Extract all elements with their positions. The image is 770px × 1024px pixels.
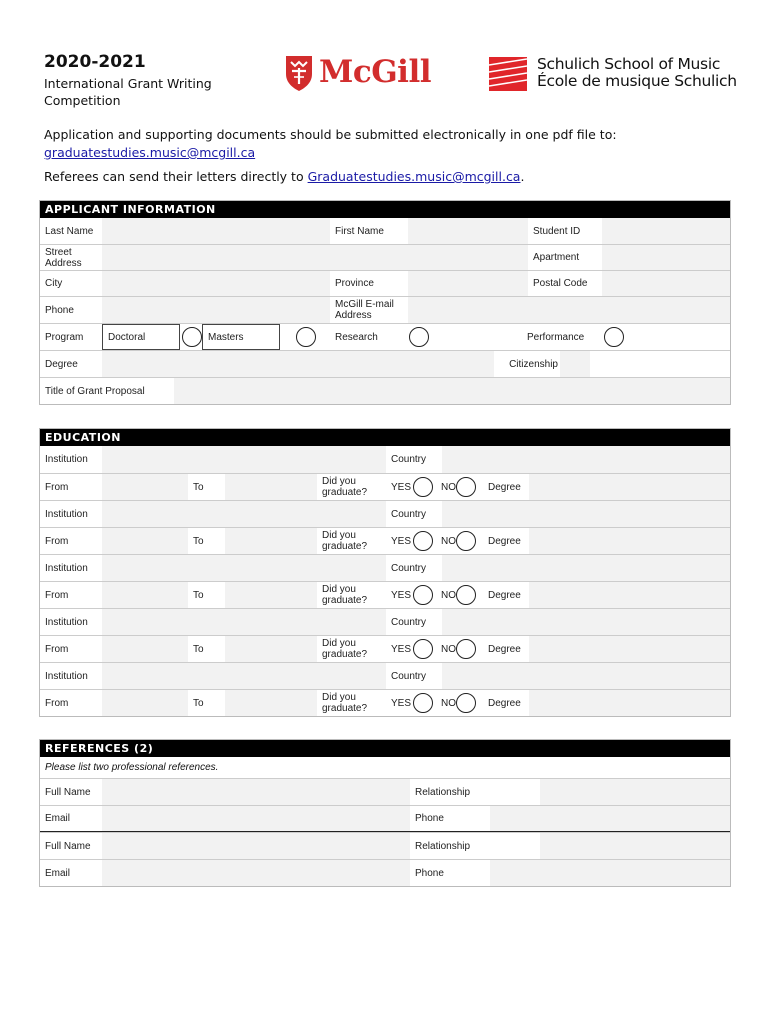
- program-label: Program: [40, 324, 102, 350]
- reference-2-name-row: [40, 832, 730, 859]
- postal-code-field[interactable]: [602, 271, 730, 296]
- year-title: 2020-2021: [44, 52, 146, 72]
- research-radio-icon[interactable]: [409, 327, 429, 347]
- education-4-yes-label: YES: [391, 643, 412, 655]
- reference-1-relationship-label: Relationship: [410, 779, 540, 805]
- education-3-degree-field[interactable]: [529, 582, 730, 608]
- education-1-dates-row: [40, 473, 730, 500]
- education-2-no-label: NO: [441, 535, 456, 547]
- education-2-dates-row: [40, 527, 730, 554]
- province-field[interactable]: [408, 271, 528, 296]
- education-5-no-option[interactable]: [435, 690, 483, 716]
- education-1-degree-field[interactable]: [529, 474, 730, 500]
- grant-title-field[interactable]: [174, 378, 730, 404]
- education-3-to-label: To: [188, 582, 225, 608]
- education-5-yes-label: YES: [391, 697, 412, 709]
- intro-line-1: [44, 126, 744, 162]
- reference-2-contact-row: [40, 859, 730, 886]
- reference-2-email-label: Email: [40, 860, 102, 886]
- education-3-country-label: Country: [386, 555, 442, 581]
- reference-1-full-name-field[interactable]: [102, 779, 410, 805]
- reference-1-contact-row: [40, 805, 730, 832]
- education-5-country-field[interactable]: [442, 663, 730, 689]
- education-rows: [40, 446, 730, 716]
- education-2-to-field[interactable]: [225, 528, 317, 554]
- applicant-row-name: [40, 218, 730, 244]
- mcgill-email-label: McGill E-mail Address: [330, 297, 408, 323]
- mcgill-logo: [284, 54, 444, 96]
- citizenship-field[interactable]: [560, 351, 590, 377]
- education-5-no-label: NO: [441, 697, 456, 709]
- citizenship-spacer: [590, 351, 730, 377]
- intro-line-2: [44, 168, 744, 186]
- education-1-from-label: From: [40, 474, 102, 500]
- education-2-institution-label: Institution: [40, 501, 102, 527]
- references-section: [39, 739, 731, 887]
- schulich-line-2: École de musique Schulich: [537, 72, 737, 90]
- education-1-graduated-label: Did you graduate?: [317, 474, 386, 500]
- degree-field[interactable]: [102, 351, 494, 377]
- education-1-institution-label: Institution: [40, 446, 102, 473]
- education-3-no-option[interactable]: [435, 582, 483, 608]
- references-note: Please list two professional references.: [45, 762, 219, 773]
- education-4-country-label: Country: [386, 609, 442, 635]
- intro-text: [44, 126, 744, 186]
- education-1-yes-option[interactable]: [386, 474, 435, 500]
- education-4-no-radio-icon[interactable]: [456, 639, 476, 659]
- education-2-country-label: Country: [386, 501, 442, 527]
- phone-label: Phone: [40, 297, 102, 323]
- doctoral-radio-icon[interactable]: [182, 327, 202, 347]
- education-3-to-field[interactable]: [225, 582, 317, 608]
- applicant-row-address: [40, 244, 730, 270]
- program-performance-option[interactable]: [602, 324, 730, 350]
- schulich-wordmark: [537, 56, 737, 90]
- mcgill-email-field[interactable]: [408, 297, 730, 323]
- education-1-institution-field[interactable]: [102, 446, 386, 473]
- education-5-degree-label: Degree: [483, 690, 529, 716]
- applicant-section: [39, 200, 731, 405]
- education-1-to-label: To: [188, 474, 225, 500]
- education-5-from-label: From: [40, 690, 102, 716]
- education-5-institution-label: Institution: [40, 663, 102, 689]
- reference-1-phone-field[interactable]: [490, 806, 730, 831]
- program-doctoral-option[interactable]: [180, 324, 202, 350]
- program-research-option[interactable]: [402, 324, 522, 350]
- education-5-country-label: Country: [386, 663, 442, 689]
- education-2-from-label: From: [40, 528, 102, 554]
- education-1-country-field[interactable]: [442, 446, 730, 473]
- street-address-field[interactable]: [102, 245, 528, 270]
- education-3-yes-radio-icon[interactable]: [413, 585, 433, 605]
- masters-radio-icon[interactable]: [296, 327, 316, 347]
- education-5-to-field[interactable]: [225, 690, 317, 716]
- submission-instruction: Application and supporting documents should be submitted electronically in one pdf file to:: [44, 127, 617, 142]
- education-3-institution-field[interactable]: [102, 555, 386, 581]
- reference-1-relationship-field[interactable]: [540, 779, 730, 805]
- first-name-label: First Name: [330, 218, 408, 244]
- education-4-to-field[interactable]: [225, 636, 317, 662]
- education-2-degree-field[interactable]: [529, 528, 730, 554]
- education-2-yes-option[interactable]: [386, 528, 435, 554]
- apartment-field[interactable]: [602, 245, 730, 270]
- schulich-mark-icon: [489, 57, 527, 91]
- education-5-degree-field[interactable]: [529, 690, 730, 716]
- applicant-row-phone: [40, 296, 730, 323]
- education-1-yes-label: YES: [391, 481, 412, 493]
- education-4-institution-field[interactable]: [102, 609, 386, 635]
- education-2-country-field[interactable]: [442, 501, 730, 527]
- education-2-degree-label: Degree: [483, 528, 529, 554]
- education-4-from-field[interactable]: [102, 636, 188, 662]
- street-address-label: Street Address: [40, 245, 102, 270]
- program-doctoral-label: Doctoral: [102, 324, 180, 350]
- education-2-graduated-label: Did you graduate?: [317, 528, 386, 554]
- education-4-to-label: To: [188, 636, 225, 662]
- education-4-no-label: NO: [441, 643, 456, 655]
- postal-code-label: Postal Code: [528, 271, 602, 296]
- education-section-title: EDUCATION: [40, 429, 730, 446]
- education-3-no-radio-icon[interactable]: [456, 585, 476, 605]
- reference-2-email-field[interactable]: [102, 860, 410, 886]
- reference-1-phone-label: Phone: [410, 806, 490, 831]
- education-3-institution-label: Institution: [40, 555, 102, 581]
- education-4-country-field[interactable]: [442, 609, 730, 635]
- reference-1-email-field[interactable]: [102, 806, 410, 831]
- applicant-row-degree: [40, 350, 730, 377]
- education-3-yes-option[interactable]: [386, 582, 435, 608]
- applicant-row-city: [40, 270, 730, 296]
- education-5-yes-radio-icon[interactable]: [413, 693, 433, 713]
- education-3-from-field[interactable]: [102, 582, 188, 608]
- education-2-no-option[interactable]: [435, 528, 483, 554]
- reference-2-full-name-label: Full Name: [40, 833, 102, 859]
- education-1-from-field[interactable]: [102, 474, 188, 500]
- education-2-institution-field[interactable]: [102, 501, 386, 527]
- education-4-degree-field[interactable]: [529, 636, 730, 662]
- education-5-yes-option[interactable]: [386, 690, 435, 716]
- reference-2-relationship-label: Relationship: [410, 833, 540, 859]
- reference-1-full-name-label: Full Name: [40, 779, 102, 805]
- subtitle-line-1: International Grant Writing: [44, 76, 212, 91]
- education-5-from-field[interactable]: [102, 690, 188, 716]
- education-4-yes-radio-icon[interactable]: [413, 639, 433, 659]
- education-1-country-label: Country: [386, 446, 442, 473]
- mcgill-wordmark: McGill: [319, 54, 431, 90]
- education-2-yes-radio-icon[interactable]: [413, 531, 433, 551]
- education-2-from-field[interactable]: [102, 528, 188, 554]
- education-3-yes-label: YES: [391, 589, 412, 601]
- education-1-no-option[interactable]: [435, 474, 483, 500]
- reference-2-relationship-field[interactable]: [540, 833, 730, 859]
- education-4-degree-label: Degree: [483, 636, 529, 662]
- reference-2-phone-label: Phone: [410, 860, 490, 886]
- education-5-no-radio-icon[interactable]: [456, 693, 476, 713]
- reference-1-email-label: Email: [40, 806, 102, 831]
- program-masters-option[interactable]: [280, 324, 330, 350]
- last-name-field[interactable]: [102, 218, 330, 244]
- education-1-institution-row: [40, 446, 730, 473]
- education-5-graduated-label: Did you graduate?: [317, 690, 386, 716]
- education-3-no-label: NO: [441, 589, 456, 601]
- education-1-no-label: NO: [441, 481, 456, 493]
- province-label: Province: [330, 271, 408, 296]
- degree-label: Degree: [40, 351, 102, 377]
- program-masters-label: Masters: [202, 324, 280, 350]
- education-3-from-label: From: [40, 582, 102, 608]
- education-5-to-label: To: [188, 690, 225, 716]
- education-2-to-label: To: [188, 528, 225, 554]
- program-research-label: Research: [330, 324, 402, 350]
- reference-2-full-name-field[interactable]: [102, 833, 410, 859]
- education-3-degree-label: Degree: [483, 582, 529, 608]
- education-5-institution-field[interactable]: [102, 663, 386, 689]
- phone-field[interactable]: [102, 297, 330, 323]
- education-2-no-radio-icon[interactable]: [456, 531, 476, 551]
- education-5-institution-row: [40, 662, 730, 689]
- education-3-institution-row: [40, 554, 730, 581]
- education-1-no-radio-icon[interactable]: [456, 477, 476, 497]
- schulich-logo: [489, 56, 749, 96]
- submission-email-link[interactable]: graduatestudies.music@mcgill.ca: [44, 145, 256, 160]
- mcgill-shield-icon: [284, 54, 314, 92]
- applicant-row-grant-title: [40, 377, 730, 404]
- program-performance-label: Performance: [522, 324, 602, 350]
- references-section-title: REFERENCES (2): [40, 740, 730, 757]
- last-name-label: Last Name: [40, 218, 102, 244]
- education-3-dates-row: [40, 581, 730, 608]
- city-field[interactable]: [102, 271, 330, 296]
- education-4-no-option[interactable]: [435, 636, 483, 662]
- applicant-row-program: [40, 323, 730, 350]
- education-5-dates-row: [40, 689, 730, 716]
- education-3-graduated-label: Did you graduate?: [317, 582, 386, 608]
- education-4-institution-row: [40, 608, 730, 635]
- education-4-graduated-label: Did you graduate?: [317, 636, 386, 662]
- student-id-field[interactable]: [602, 218, 730, 244]
- referee-email-link[interactable]: Graduatestudies.music@mcgill.ca: [307, 169, 521, 184]
- education-4-yes-option[interactable]: [386, 636, 435, 662]
- education-4-from-label: From: [40, 636, 102, 662]
- grant-title-label: Title of Grant Proposal: [40, 378, 174, 404]
- performance-radio-icon[interactable]: [604, 327, 624, 347]
- education-2-institution-row: [40, 500, 730, 527]
- first-name-field[interactable]: [408, 218, 528, 244]
- apartment-label: Apartment: [528, 245, 602, 270]
- education-4-dates-row: [40, 635, 730, 662]
- reference-1-name-row: [40, 778, 730, 805]
- education-section: [39, 428, 731, 717]
- applicant-section-title: APPLICANT INFORMATION: [40, 201, 730, 218]
- education-3-country-field[interactable]: [442, 555, 730, 581]
- education-4-institution-label: Institution: [40, 609, 102, 635]
- education-1-yes-radio-icon[interactable]: [413, 477, 433, 497]
- referee-period: .: [520, 169, 525, 184]
- referee-instruction: Referees can send their letters directly to: [44, 169, 308, 184]
- reference-2-phone-field[interactable]: [490, 860, 730, 886]
- education-1-to-field[interactable]: [225, 474, 317, 500]
- schulich-line-1: Schulich School of Music: [537, 55, 721, 73]
- page-header: [44, 52, 744, 112]
- citizenship-label: Citizenship: [494, 351, 560, 377]
- subtitle-line-2: Competition: [44, 93, 121, 108]
- city-label: City: [40, 271, 102, 296]
- student-id-label: Student ID: [528, 218, 602, 244]
- education-1-degree-label: Degree: [483, 474, 529, 500]
- education-2-yes-label: YES: [391, 535, 412, 547]
